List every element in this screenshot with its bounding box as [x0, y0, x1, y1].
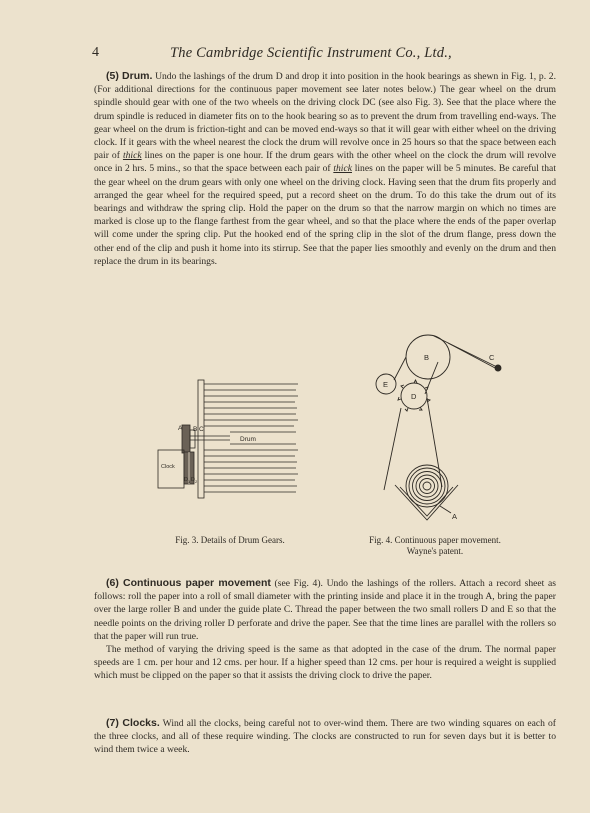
fig3-label-a: A — [178, 425, 183, 432]
body-text: Undo the lashings of the drum D and drop it into position in the hook bearings as shewn in Fig. 1, p. 2. (For additional directions for the continuous paper movement see later notes below.) The gear wheel on the drum spindle should gear with one of the two wheels on the driving clock DC (see also Fig. 3). See that the place where the drum spindle is reduced in diameter fits on to the hook bearing so as to prevent the drum from travelling end-ways. The gear wheel on the drum is friction-tight and can be moved end-ways so that it will gear with either wheel on the driving clock. If it gears with the wheel nearest the clock the drum will revolve once in 25 hours so that the space between each pair of — [94, 71, 556, 162]
fig3-label-d1: D — [184, 477, 188, 483]
section-heading: (7) Clocks. — [106, 717, 160, 729]
fig3-label-d1-sub: 1 — [188, 479, 191, 484]
fig3-label-c: C — [199, 426, 204, 433]
fig3-label-drum: Drum — [240, 436, 256, 443]
paragraph — [94, 577, 556, 643]
paragraph: The method of varying the driving speed is the same as that adopted in the case of the drum. The normal paper speeds are 1 cm. per hour and 12 cms. per hour. If a higher speed than 12 cms. per hour is required a weight is supplied which must be clipped on the paper so that it assists the driving clock to drive the paper. — [94, 644, 556, 682]
body-text: lines on the paper will be 5 minutes. Be careful that the gear wheel on the drum gears with only one wheel on the driving clock. Having seen that the drum fits properly and arranged the gear wheel for the required speed, put a record sheet on the drum. To do this take the drum out of its bearings and withdraw the spring clip. Hold the paper on the drum so that the narrow margin on which no times are marked is close up to the flange farthest from the gear wheel, and so that the place where the ends of the paper overlap will come under the spring clip. Put the hooked end of the spring clip in the slot of the drum flange, press down the other end of the clip and push it home into its stirrup. See that the paper lies smoothly and evenly on the drum and then replace the drum in its bearings. — [94, 163, 556, 267]
section-heading: (5) Drum. — [106, 70, 153, 82]
fig3-label-clock: Clock — [161, 464, 175, 470]
emphasis-text: thick — [122, 150, 142, 162]
fig4-label-e: E — [383, 380, 389, 389]
section-heading: (6) Continuous paper movement — [106, 577, 271, 589]
body-text: lines on the paper is one hour. If the drum gears with the other wheel on the clock the drum will revolve once in 2 hrs. 5 mins., so that the space between each pair of — [94, 150, 556, 175]
section-clocks — [94, 717, 556, 757]
page-number: 4 — [92, 45, 99, 60]
fig3-label-b: B — [193, 426, 198, 433]
figure-4-caption-line2: Wayne's patent. — [406, 546, 464, 556]
fig4-label-d: D — [411, 392, 417, 401]
figure-3-caption: Fig. 3. Details of Drum Gears. — [175, 535, 285, 545]
figure-4-caption-line1: Fig. 4. Continuous paper movement. — [369, 535, 501, 545]
fig3-label-d2: D — [191, 477, 195, 483]
fig4-label-a: A — [452, 512, 458, 521]
fig4-label-c: C — [489, 353, 495, 362]
running-title: The Cambridge Scientific Instrument Co., Ltd., — [170, 45, 452, 61]
fig3-label-d2-sub: 2 — [195, 479, 198, 484]
body-text: (see Fig. 4). Undo the lashings of the rollers. Attach a record sheet as follows: roll the paper into a roll of small diameter with the printing inside and place it in the trough A, bring the paper over the large roller B and under the guide plate C. Thread the paper between the two small rollers D and E so that the needle points on the driving roller D perforate and drive the paper. See that the time lines are parallel with the rollers so that the paper will run true. — [94, 578, 556, 642]
figure-4-caption — [350, 535, 520, 557]
guide-plate-c — [495, 365, 501, 371]
fig4-label-b: B — [424, 353, 430, 362]
paper-roll — [406, 465, 448, 507]
emphasis-text: thick — [333, 163, 352, 175]
section-continuous-paper — [94, 577, 556, 683]
body-text: Wind all the clocks, being careful not to over-wind them. There are two winding squares on each of the three clocks, and all of these require winding. The clocks are constructed to run for seven days but it is better to wind them twice a week. — [94, 718, 556, 756]
